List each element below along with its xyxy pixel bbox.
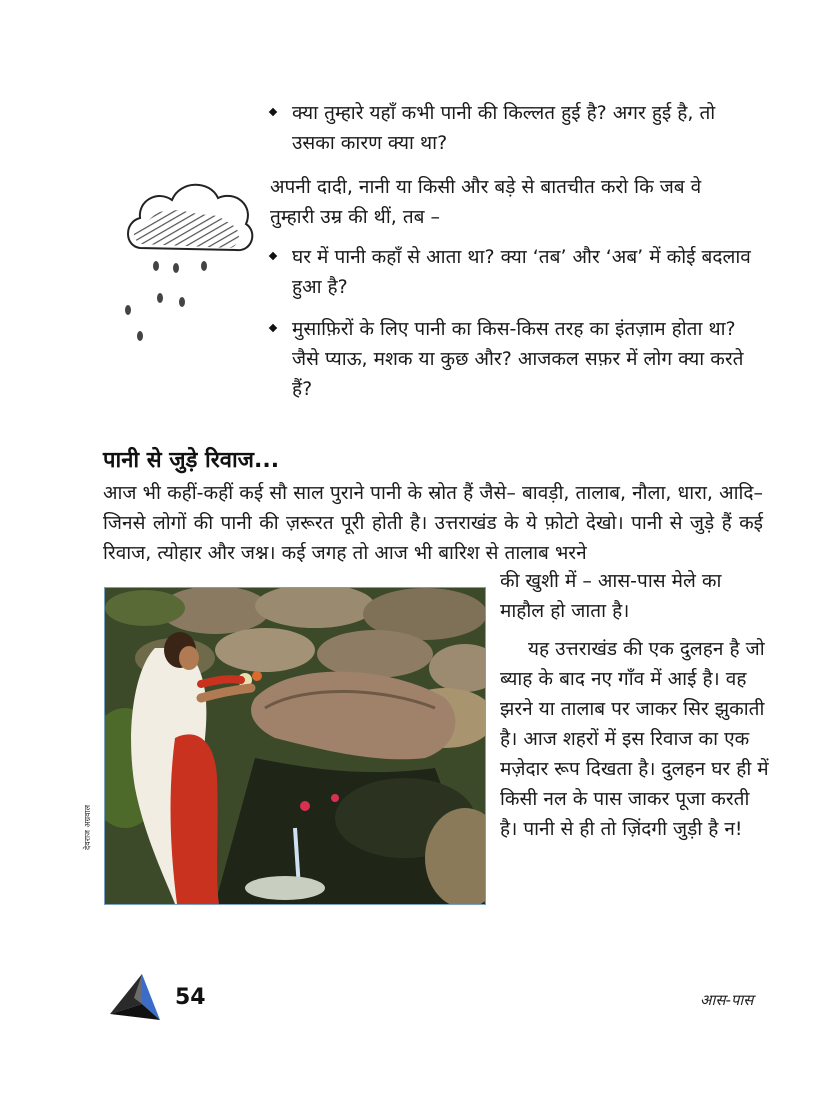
- question-water-shortage: क्या तुम्हारे यहाँ कभी पानी की किल्लत हुई है? अगर हुई है, तो उसका कारण क्या था?: [270, 98, 760, 158]
- section-paragraph-continued: की खुशी में – आस-पास मेले का माहौल हो जाता है।: [500, 570, 722, 622]
- page-number: 54: [175, 985, 206, 1010]
- rain-cloud-illustration: [118, 160, 258, 360]
- bride-at-spring-photo: [104, 587, 486, 905]
- intro-paragraph: अपनी दादी, नानी या किसी और बड़े से बातचीत करो कि जब वे तुम्हारी उम्र की थीं, तब –: [270, 176, 702, 228]
- photo-credit: देवराज अग्रवाल: [83, 804, 92, 850]
- section-paragraph: आज भी कहीं-कहीं कई सौ साल पुराने पानी के स्रोत हैं जैसे– बावड़ी, तालाब, नौला, धारा, आदि– जिनसे लोगों की पानी की ज़रूरत पूरी होती है। उत्तराखंड के ये फ़ोटो देखो। पानी से जुड़े हैं कई रिवाज, त्योहार और जश्न। कई जगह तो आज भी बारिश से तालाब भरने: [103, 482, 763, 564]
- bullet-marker: [269, 108, 277, 116]
- bullet-marker: [269, 252, 277, 260]
- question-water-source: घर में पानी कहाँ से आता था? क्या ‘तब’ और ‘अब’ में कोई बदलाव हुआ है?: [270, 242, 760, 302]
- section-heading: पानी से जुड़े रिवाज...: [103, 448, 280, 473]
- book-title: आस-पास: [700, 991, 754, 1009]
- bride-paragraph: यह उत्तराखंड की एक दुलहन है जो ब्याह के बाद नए गाँव में आई है। वह झरने या तालाब पर जाकर सिर झुकाती है। आज शहरों में इस रिवाज का एक मज़ेदार रूप दिखता है। दुलहन घर ही में किसी नल के पास जाकर पूजा करती है। पानी से ही तो ज़िंदगी जुड़ी है न!: [500, 638, 769, 840]
- pyramid-logo-icon: [104, 970, 164, 1030]
- bullet-marker: [269, 324, 277, 332]
- question-travellers-water: मुसाफ़िरों के लिए पानी का किस-किस तरह का इंतज़ाम होता था? जैसे प्याऊ, मशक या कुछ और? आजकल सफ़र में लोग क्या करते हैं?: [270, 314, 760, 404]
